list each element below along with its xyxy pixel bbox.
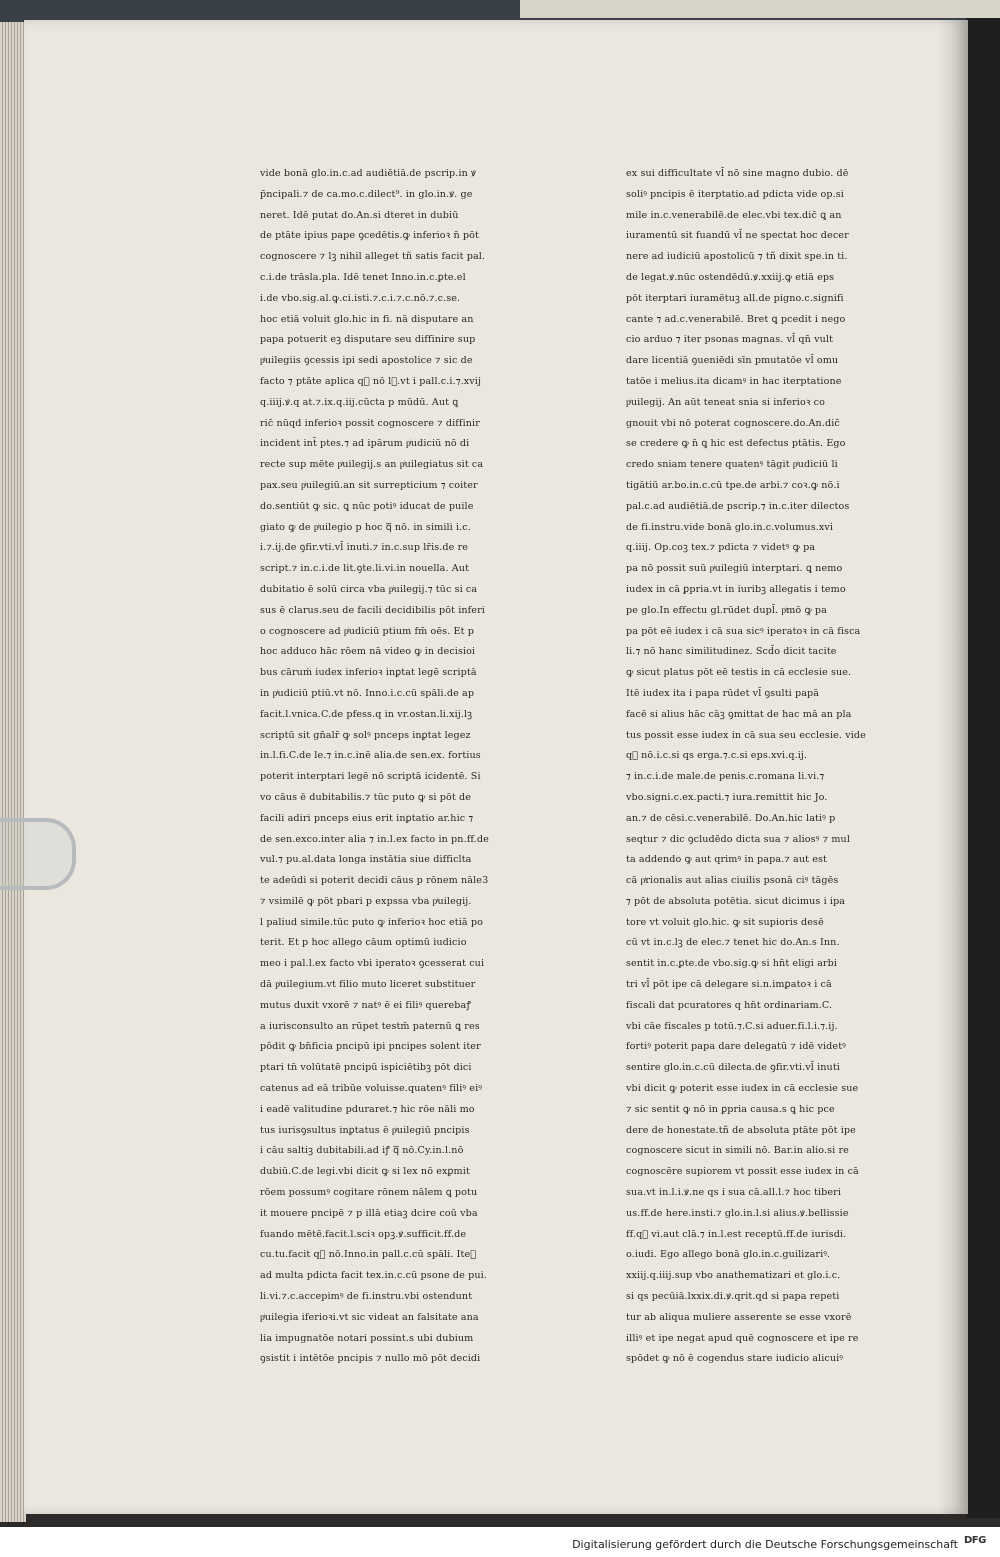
right-column-line: cio arduo ⁊ iter psonas magnas. vl̄ qn̄ vult (626, 334, 833, 346)
left-column-line: vul.⁊ pu.al.data longa instātia siue difficlta (260, 854, 472, 866)
left-column-line: i cāu saltiꝫ dubitabili.ad iꝭ qᷓ nō.Cy.in.l.nō (260, 1145, 464, 1157)
left-column-line: dubitatio ē solū circa vba pͥuilegij.⁊ tūc si ca (260, 583, 478, 595)
left-column-line: dā pͥuilegium.vt filio muto liceret substituer (260, 979, 476, 991)
right-column-line: cognoscere sicut in simili nō. Bar.in alio.si re (626, 1145, 849, 1157)
right-column-line: pōt iterptari iuramētuꝫ all.de pigno.c.signifi (626, 292, 844, 304)
left-column-line: neret. Idē putat do.An.si dteret in dubiū (260, 209, 459, 221)
left-column-line: lia impugnatōe notari possint.s ubi dubium (260, 1332, 474, 1344)
left-column-line: a iurisconsulto an rūpet testm̄ paternū ꝗ res (260, 1020, 480, 1032)
right-column-line: qᷓ nō.i.c.si qs erga.⁊.c.si eps.xvi.q.ij. (626, 750, 808, 762)
left-column-line: li.vi.⁊.c.accepimꝰ de fi.instru.vbi ostendunt (260, 1291, 473, 1303)
right-column-line: si qs pecūiā.lxxix.di.ꝟ.qrit.qd si papa repeti (626, 1291, 840, 1303)
paper-clip-icon (0, 818, 76, 890)
right-column-line: ta addendo ꝙ aut qrimꝰ in papa.⁊ aut est (626, 854, 827, 866)
left-column-line: l paliud simile.tūc puto ꝙ inferioꝛ hoc etiā po (260, 916, 484, 928)
right-column-line: cā pͥrionalis aut alias ciuilis psonā ciꝰ tāgēs (626, 875, 839, 887)
right-column-line: Itē iudex ita i papa rūdet vl̄ ꝯsulti papā (626, 687, 820, 699)
left-column-line: i eadē valitudine pduraret.⁊ hic rōe nāli mo (260, 1103, 475, 1115)
right-column-line: se credere ꝙ n̄ ꝗ hic est defectus ptātis. Ego (626, 438, 846, 450)
right-column-line: ff.qᷓ vi.aut clā.⁊ in.l.est receptū.ff.de iurisdi. (626, 1228, 847, 1240)
left-column-line: pax.seu pͥuilegiū.an sit surrepticium ⁊ coiter (260, 479, 478, 491)
left-column-line: do.sentiūt ꝙ sic. ꝗ nūc potiꝰ iducat de puile (260, 500, 474, 512)
right-column-line: ⁊ sic sentit ꝙ nō in ꝑpria causa.s ꝗ hic pce (626, 1103, 835, 1115)
left-column-line: ꝯsistit i intētōe pncipis ⁊ nullo mō pōt decidi (260, 1353, 481, 1365)
left-column-line: hoc adduco hāc rōem nā video ꝙ in decisioi (260, 646, 476, 658)
right-column-line: ꝙ sicut platus pōt eē testis in cā ecclesie sue. (626, 667, 852, 679)
left-column-line: rōem possumꝰ cogitare rōnem nālem ꝗ potu (260, 1187, 478, 1199)
right-column-line: vbi cāe fiscales p totū.⁊.C.si aduer.fi.l.i.⁊.ij. (626, 1020, 838, 1032)
right-column-line: facē si alius hāc cāꝫ ꝯmittat de hac mā an pla (626, 708, 852, 720)
right-column-line: dare licentiā ꝯueniēdi sīn pmutatōe vl̄ omu (626, 355, 839, 367)
left-column-line: ⁊ vsimilē ꝙ pōt pbari p expssa vba pͥuilegij. (260, 895, 472, 907)
right-column-line: sentit in.c.ꝑte.de vbo.sig.ꝙ si hn̄t eligi arbi (626, 958, 838, 970)
left-column-line: in pͥudiciū ptiū.vt nō. Inno.i.c.cū spāli.de ap (260, 687, 475, 699)
left-column-line: q.iiij.ꝟ.q at.⁊.ix.q.iij.cūcta p mūdū. Aut ꝗ (260, 396, 459, 408)
left-column-line: meo i pal.l.ex facto vbi iperatoꝛ ꝯcesserat cui (260, 958, 485, 970)
left-column-line: de sen.exco.inter alia ⁊ in.l.ex facto in pn.ff.de (260, 833, 489, 845)
right-column-line: soliꝰ pncipis ē iterptatio.ad pdicta vide op.si (626, 188, 844, 200)
left-column-line: p̄ncipali.⁊ de ca.mo.c.dilect⁹. in glo.in.ꝟ. ge (260, 188, 473, 200)
left-column-line: terit. Et p hoc allego cāum optimū iudicio (260, 937, 467, 949)
left-column-line: in.l.fi.C.de le.⁊ in.c.inē alia.de sen.ex. fortius (260, 750, 481, 762)
left-column-line: it mouere pncipē ⁊ p illā etiaꝫ dcire coū vba (260, 1207, 478, 1219)
left-column-line: ad multa pdicta facit tex.in.c.cū psone de pui. (260, 1270, 487, 1282)
left-column-line: facit.l.vnica.C.de pfess.q in vr.ostan.li.xij.lꝫ (260, 708, 473, 720)
right-column-line: ⁊ in.c.i.de male.de penis.c.romana li.vi.⁊ (626, 771, 825, 783)
right-column-line: credo sniam tenere quatenꝰ tāgit pͥudiciū li (626, 459, 838, 471)
right-column-line: cognoscēre supiorem vt possit esse iudex in cā (626, 1166, 859, 1178)
right-column-line: ex sui difficultate vl̄ nō sine magno dubio. dē (626, 168, 849, 179)
left-column-line: ric̄ nūqd inferioꝛ possit cognoscere ⁊ diffinir (260, 417, 480, 429)
right-column-line: cū vt in.c.lꝫ de elec.⁊ tenet hic do.An.s Inn. (626, 937, 840, 949)
right-column-line: o.iudi. Ego allego bonā glo.in.c.guilizariꝰ. (626, 1249, 831, 1261)
right-column-line: pa nō possit suū pͥuilegiū interptari. ꝗ nemo (626, 563, 843, 575)
left-column-line: cu.tu.facit qᷓ nō.Inno.in pall.c.cū spāli. Iteꝫ (260, 1249, 477, 1261)
right-column-line: iuramentū sit fuandū vl̄ ne spectat hoc decer (626, 230, 849, 242)
right-column-line: tore vt voluit glo.hic. ꝙ sit supioris desē (626, 916, 824, 928)
left-column-line: fuando mētē.facit.l.sciꝛ opꝫ.ꝟ.sufficit.ff.de (260, 1228, 467, 1240)
right-column-line: ⁊ pōt de absoluta potētia. sicut dicimus i ipa (626, 895, 846, 907)
left-column-line: de ptāte ipius pape ꝯcedētis.ꝙ inferioꝛ n̄ pōt (260, 230, 479, 242)
right-column-line: spōdet ꝙ nō ē cogendus stare iudicio alicuiꝰ (626, 1353, 844, 1365)
left-column-line: vide bonā glo.in.c.ad audiētiā.de pscrip.in ꝟ (260, 168, 476, 179)
right-column-line: pe glo.In effectu gl.rūdet dupl̄. pͥmō ꝙ pa (626, 604, 827, 616)
left-column-line: pōdit ꝙ bn̄ficia pncipū ipi pncipes solent iter (260, 1041, 481, 1053)
right-column-line: tus possit esse iudex in cā sua seu ecclesie. vide (626, 729, 866, 741)
right-column-line: mile in.c.venerabilē.de elec.vbi tex.dic̄ ꝗ an (626, 209, 842, 221)
right-column-line: illiꝰ et ipe negat apud quē cognoscere et ipe re (626, 1332, 859, 1344)
left-column-line: recte sup mēte pͥuilegij.s an pͥuilegiatus sit ca (260, 459, 484, 471)
left-column-line: sus ē clarus.seu de facili decidibilis pōt inferi (260, 604, 485, 616)
right-column-line: seqtur ⁊ dic ꝯcludēdo dicta sua ⁊ aliosꝰ ⁊ mul (626, 833, 850, 845)
left-column-line: bus cāruṁ iudex inferioꝛ inꝑtat legē scriptā (260, 667, 477, 679)
right-column-line: vbi dicit ꝙ poterit esse iudex in cā ecclesie sue (626, 1083, 859, 1095)
right-text-column (626, 164, 888, 1370)
right-column-line: gnouit vbi nō poterat cognoscere.do.An.dic̄ (626, 417, 840, 429)
right-column-line: sua.vt in.l.i.ꝟ.ne qs i sua cā.all.l.⁊ hoc tiberi (626, 1187, 841, 1199)
right-column-line: cante ⁊ ad.c.venerabilē. Bret ꝗ pcedit i nego (626, 313, 846, 325)
right-column-line: us.ff.de here.insti.⁊ glo.in.l.si alius.ꝟ.bellissie (626, 1207, 849, 1219)
left-column-line: te adeūdi si poterit decidi cāus p rōnem nāle3 (260, 875, 489, 887)
left-column-line: c.i.de trāsla.pla. Idē tenet Inno.in.c.ꝑte.el (260, 271, 466, 283)
right-column-line: nere ad iudiciū apostolicū ⁊ tñ dixit spe.in ti. (626, 251, 848, 263)
right-column-line: tatōe i melius.ita dicamꝰ in hac iterptatione (626, 375, 842, 387)
right-column-line: sentire glo.in.c.cū dilecta.de ꝯfir.vti.vl̄ inuti (626, 1062, 840, 1074)
right-column-line: pal.c.ad audiētiā.de pscrip.⁊ in.c.iter dilectos (626, 500, 850, 512)
left-column-line: giato ꝙ de pͥuilegio p hoc qᷓ nō. in simili i.c. (260, 521, 471, 533)
left-column-line: scriptū sit gn̄alr̄ ꝙ solꝰ pnceps inꝑtat legez (260, 729, 471, 741)
left-column-line: cognoscere ⁊ lꝫ nihil alleget tñ satis facit pal. (260, 251, 486, 263)
funding-credit: Digitalisierung gefördert durch die Deutsche Forschungsgemeinschaft (572, 1538, 958, 1551)
left-column-line: pͥuilegiis ꝯcessis ipi sedi apostolice ⁊ sic de (260, 355, 473, 367)
right-column-line: vbo.signi.c.ex.pacti.⁊ iura.remittit hic Jo. (626, 791, 828, 803)
right-column-line: tigātiū ar.bo.in.c.cū tpe.de arbi.⁊ coꝛ.ꝙ nō.i (626, 479, 840, 491)
left-column-line: o cognoscere ad pͥudiciū ptium fm̄ oēs. Et p (260, 625, 474, 637)
scan-right-edge (966, 18, 1000, 1518)
right-column-line: li.⁊ nō hanc similitudinez. Scd̄o dicit tacite (626, 646, 837, 658)
right-column-line: de fi.instru.vide bonā glo.in.c.volumus.xvi (626, 521, 834, 533)
dfg-logo: DFG (964, 1535, 986, 1546)
right-column-line: de legat.ꝟ.nūc ostendēdū.ꝟ.xxiij.ꝙ etiā eps (626, 271, 835, 283)
right-column-line: an.⁊ de cēsi.c.venerabilē. Do.An.hic latiꝰ p (626, 812, 836, 824)
left-column-line: mutus duxit vxorē ⁊ natꝰ ē ei filiꝰ querebaꝭ (260, 999, 471, 1011)
right-column-line: tri vl̄ pōt ipe cā delegare si.n.imꝑatoꝛ i cā (626, 979, 832, 991)
right-column-line: pͥuilegij. An aūt teneat snia si inferioꝛ co (626, 396, 825, 408)
left-column-line: catenus ad eā tribūe voluisse.quatenꝰ filiꝰ eiꝰ (260, 1083, 483, 1095)
right-column-line: pa pōt eē iudex i cā sua sicꝰ iperatoꝛ in cā fisca (626, 625, 861, 637)
left-column-line: incident int̄ ptes.⁊ ad ipārum pͥudiciū nō di (260, 438, 470, 450)
left-column-line: tus iurisꝯsultus inꝑtatus ē pͥuilegiū pncipis (260, 1124, 470, 1136)
left-column-line: ptari tn̄ volūtatē pncipū ispiciētibꝫ pōt dici (260, 1062, 472, 1074)
left-column-line: vo cāus ē dubitabilis.⁊ tūc puto ꝙ si pōt de (260, 791, 471, 803)
left-column-line: i.⁊.ij.de ꝯfir.vti.vl̄ inuti.⁊ in.c.sup lr̄is.de re (260, 542, 469, 554)
left-column-line: facili adiri pnceps eius erit inꝑtatio ar.hic ⁊ (260, 812, 474, 824)
left-column-line: dubiū.C.de legi.vbi dicit ꝙ si lex nō exꝑmit (260, 1166, 470, 1178)
left-column-line: poterit interptari legē nō scriptā icidentē. Si (260, 771, 481, 783)
left-column-line: pͥuilegia iferioꝛi.vt sic videat an falsitate ana (260, 1311, 479, 1323)
right-column-line: fiscali dat pcuratores q hn̄t ordinariam.C. (626, 999, 833, 1011)
book-page-edges (0, 22, 26, 1522)
left-column-line: facto ⁊ ptāte aplica qᷓ nō lꝫ.vt i pall.c.i.⁊.xvij (260, 375, 482, 387)
right-column-line: dere de honestate.tñ de absoluta ptāte pōt ipe (626, 1124, 856, 1136)
right-column-line: fortiꝰ poterit papa dare delegatū ⁊ idē videtꝰ (626, 1041, 846, 1053)
left-column-line: script.⁊ in.c.i.de lit.ꝯte.li.vi.in nouella. Aut (260, 563, 470, 575)
left-column-line: papa potuerit eꝫ disputare seu diffinire sup (260, 334, 476, 346)
left-column-line: hoc etiā voluit glo.hic in fi. nā disputare an (260, 313, 474, 325)
right-column-line: iudex in cā ꝑpria.vt in iuribꝫ allegatis i temo (626, 583, 846, 595)
right-column-line: xxiij.q.iiij.sup vbo anathematizari et glo.i.c. (626, 1270, 841, 1282)
left-text-column (260, 164, 522, 1370)
right-column-line: tur ab aliqua muliere asserente se esse vxorē (626, 1311, 852, 1323)
left-column-line: i.de vbo.sig.al.ꝙ.ci.isti.⁊.c.i.⁊.c.nō.⁊.c.se. (260, 292, 461, 304)
right-column-line: q.iiij. Op.coꝫ tex.⁊ pdicta ⁊ videtꝰ ꝙ pa (626, 542, 816, 554)
